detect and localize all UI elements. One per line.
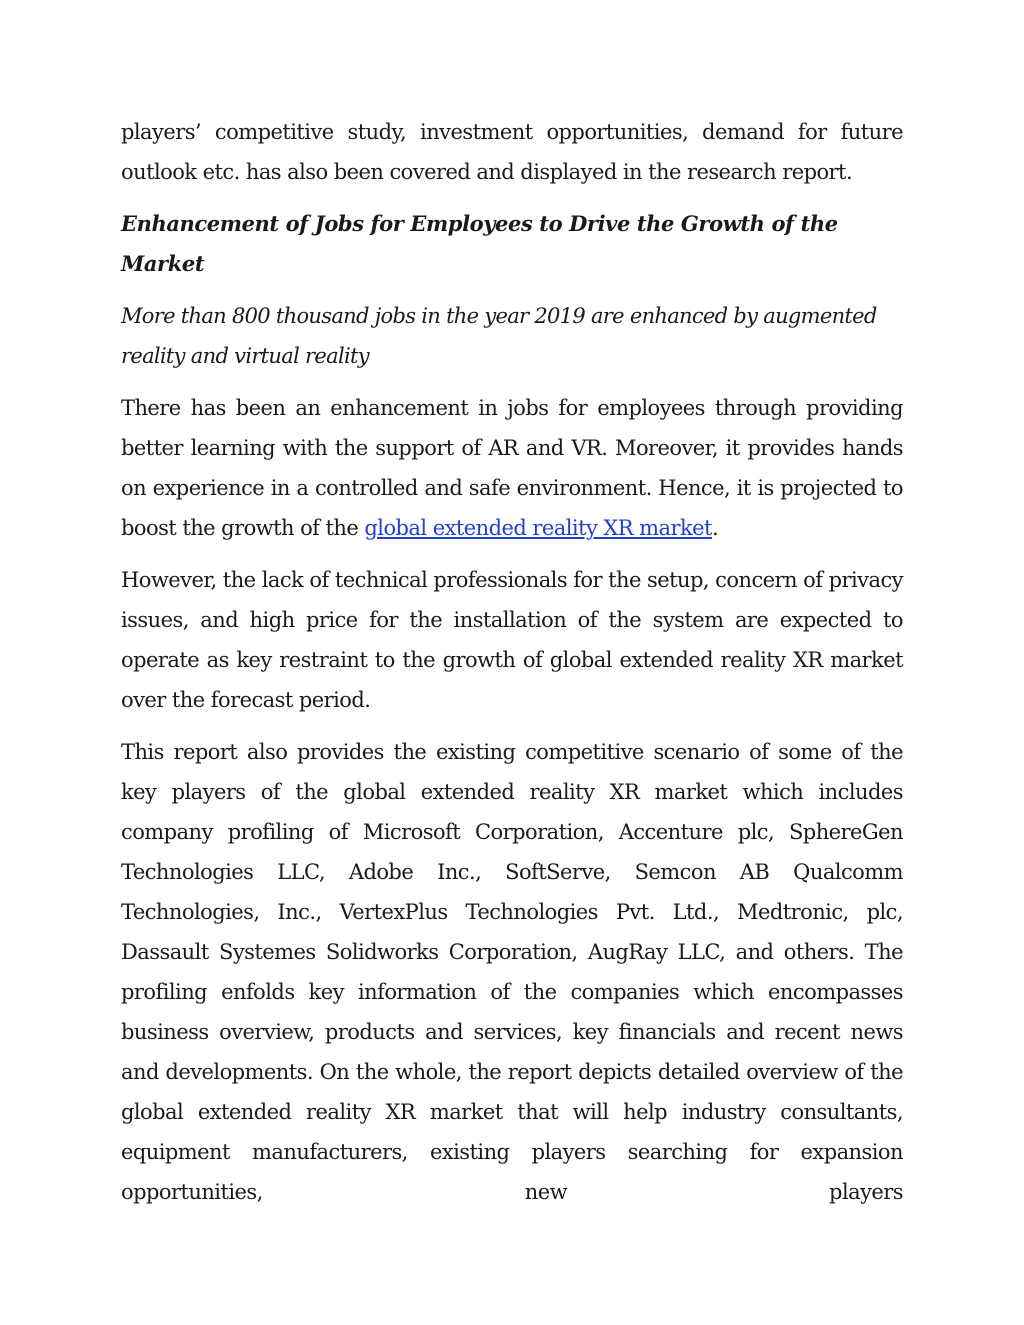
jobs-paragraph-end: . [711, 516, 719, 540]
xr-market-link[interactable]: global extended reality XR market [364, 516, 712, 540]
jobs-paragraph [121, 388, 903, 548]
section-subheading: More than 800 thousand jobs in the year 2019 are enhanced by augmented reality and virtual reality [121, 304, 877, 368]
jobs-paragraph-text: There has been an enhancement in jobs for employees through providing better learning with the support of AR and VR. Moreover, it provides hands on experience in a controlled and safe environment. Hence, it is projected to boost the growth of the [121, 396, 903, 540]
section-heading: Enhancement of Jobs for Employees to Drive the Growth of the Market [121, 211, 838, 276]
competitive-paragraph: This report also provides the existing competitive scenario of some of the key players of the global extended reality XR market which includes company profiling of Microsoft Corporation, Accenture plc, SphereGen Technologies LLC, Adobe Inc., SoftServe, Semcon AB Qualcomm Technologies, Inc., VertexPlus Technologies Pvt. Ltd., Medtronic, plc, Dassault Systemes Solidworks Corporation, AugRay LLC, and others. The profiling enfolds key information of the companies which encompasses business overview, products and services, key financials and recent news and developments. On the whole, the report depicts detailed overview of the global extended reality XR market that will help industry consultants, equipment manufacturers, existing players searching for expansion opportunities, new players [121, 740, 903, 1204]
intro-paragraph: players’ competitive study, investment opportunities, demand for future outlook etc. has also been covered and displayed in the research report. [121, 120, 903, 184]
document-page [121, 112, 903, 1224]
restraint-paragraph: However, the lack of technical professionals for the setup, concern of privacy issues, and high price for the installation of the system are expected to operate as key restraint to the growth of global extended reality XR market over the forecast period. [121, 568, 903, 712]
